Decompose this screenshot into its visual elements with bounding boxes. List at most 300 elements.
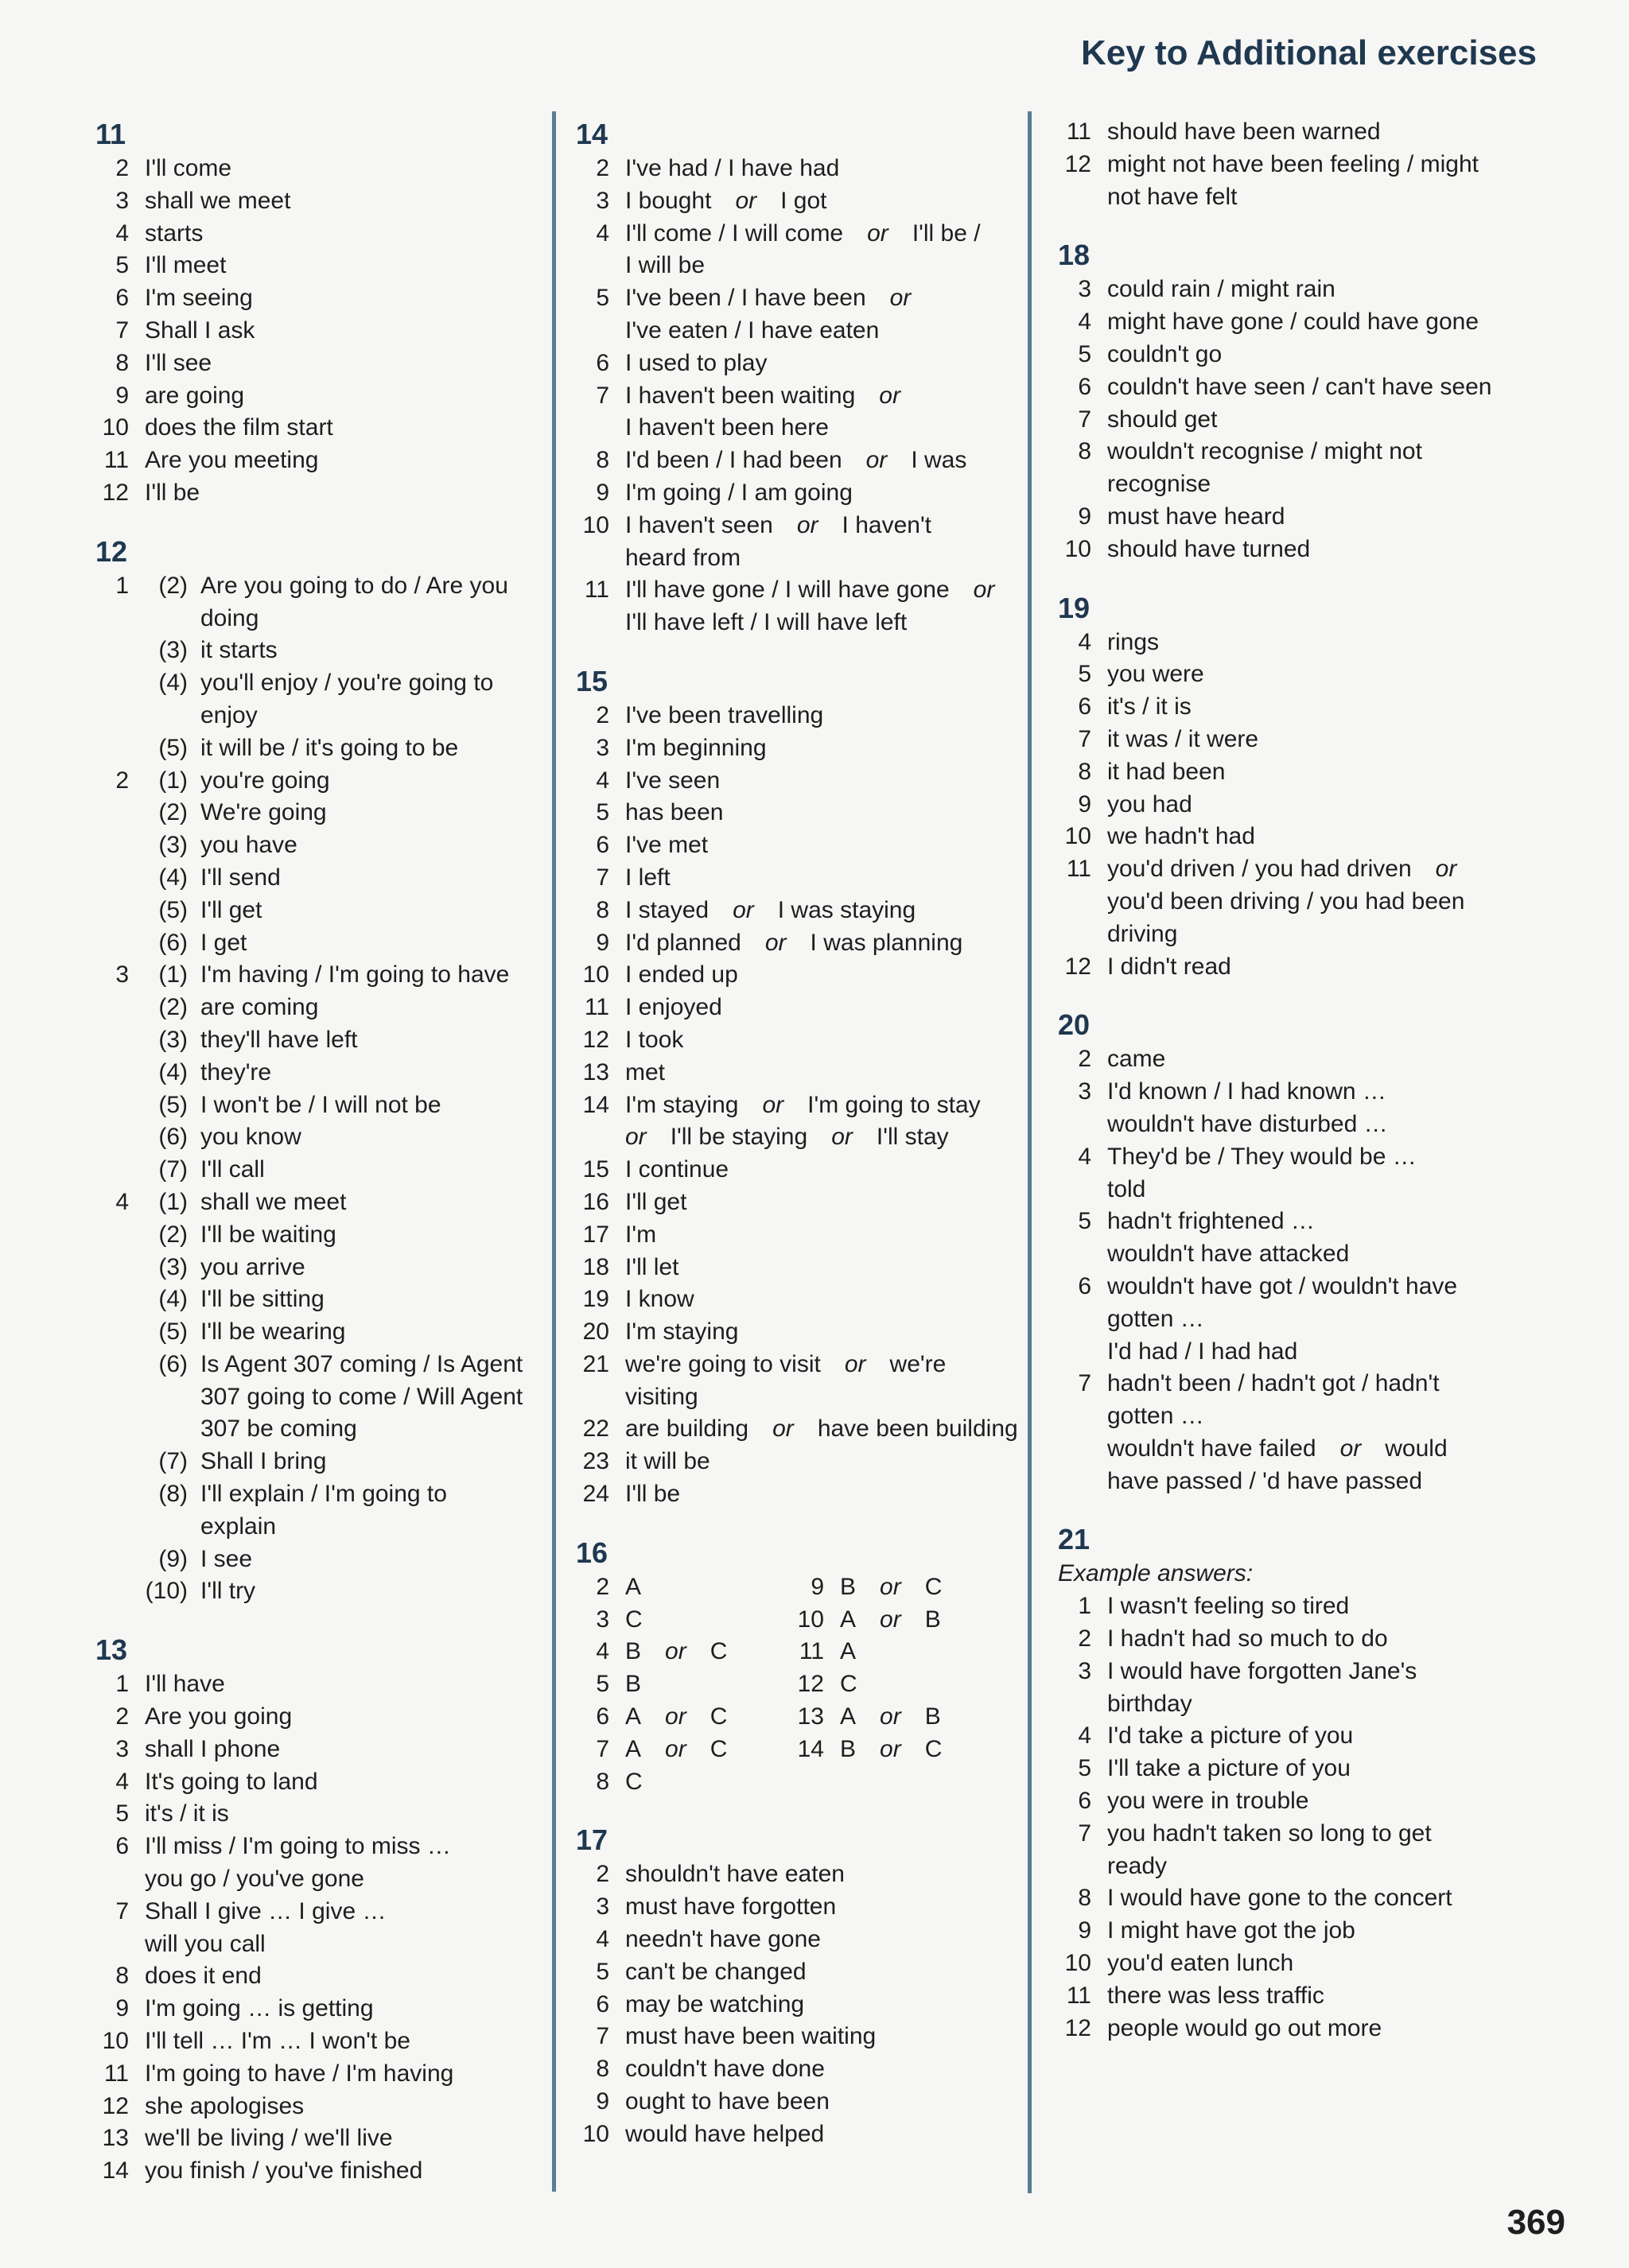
answer	[200, 927, 247, 960]
answer-text: you'd driven / you had driven	[1107, 856, 1412, 883]
answer	[1107, 1753, 1351, 1785]
answer-line	[1058, 1400, 1567, 1433]
or-word: or	[865, 447, 888, 474]
answer-line	[95, 218, 541, 250]
answer	[1107, 1915, 1355, 1948]
answer-text: I won't be / I will not be	[200, 1091, 441, 1118]
answer-text: I'll be waiting	[200, 1221, 336, 1248]
item-number: 14	[797, 1735, 824, 1762]
answer-line	[95, 282, 541, 315]
or-word: or	[625, 1124, 647, 1151]
answer	[625, 218, 981, 250]
answer-line	[576, 895, 1021, 927]
answer-text: it was / it were	[1107, 725, 1259, 752]
answer	[625, 1734, 727, 1766]
item-number: 6	[1078, 1788, 1091, 1815]
answer-text: I might have got the job	[1107, 1917, 1355, 1944]
answer	[1107, 1174, 1145, 1206]
answer-text: we hadn't had	[1107, 823, 1255, 850]
answer	[145, 2155, 422, 2188]
answer-line	[1058, 1141, 1567, 1174]
answer-text: wouldn't have got / wouldn't have	[1107, 1272, 1458, 1299]
item-number: 5	[596, 1958, 609, 1985]
answer-line	[576, 927, 1021, 960]
item-number: 4	[115, 219, 129, 247]
answer	[145, 153, 231, 185]
item-number: 8	[596, 447, 609, 474]
answer	[625, 2086, 830, 2118]
answer-text: we're	[889, 1350, 947, 1377]
answer	[1107, 306, 1479, 339]
answer-line	[576, 1989, 1021, 2021]
answer-text: couldn't have done	[625, 2056, 825, 2083]
answer-line	[576, 1604, 783, 1637]
or-word: or	[1435, 856, 1457, 883]
or-word: or	[764, 929, 787, 956]
answer	[625, 765, 720, 798]
exercise-block	[95, 116, 541, 510]
exercise-number: 17	[576, 1823, 608, 1857]
answer-text: you were in trouble	[1107, 1788, 1309, 1815]
item-number: 3	[115, 187, 129, 214]
answer-line	[576, 1956, 1021, 1989]
answer-line	[95, 1154, 541, 1186]
answer-line	[576, 1858, 1021, 1891]
item-number: 3	[115, 961, 129, 988]
answer	[1107, 181, 1237, 214]
item-number: 8	[596, 1768, 609, 1795]
answer-line	[95, 1057, 541, 1089]
answer	[1107, 1851, 1167, 1883]
answer-text: hadn't frightened …	[1107, 1208, 1315, 1235]
answer	[145, 1668, 225, 1701]
answer-text: visiting	[625, 1383, 698, 1410]
item-number: 10	[582, 961, 609, 988]
item-number: 9	[596, 479, 609, 506]
exercise-block	[1058, 237, 1567, 565]
answer-line	[576, 1219, 1021, 1252]
answer-text: it had been	[1107, 758, 1226, 785]
item-number: 9	[115, 1995, 129, 2022]
answer	[625, 2053, 825, 2086]
answer-line	[576, 1734, 783, 1766]
answer-text: have been building	[817, 1416, 1018, 1443]
answer-text: I'll see	[145, 349, 212, 376]
answer-text: I'm seeing	[145, 285, 253, 312]
answer-text: doing	[200, 604, 259, 631]
answer-line	[95, 1734, 541, 1766]
answer-line	[576, 732, 1021, 765]
answer-line	[576, 1701, 783, 1734]
answer	[200, 1413, 357, 1446]
answer-line	[576, 1284, 1021, 1316]
answer	[145, 2025, 410, 2058]
answer-line	[95, 380, 541, 413]
item-number: 4	[1078, 628, 1091, 655]
item-number: 6	[596, 1703, 609, 1730]
item-number: 16	[582, 1188, 609, 1215]
answer-text: A	[625, 1573, 642, 1600]
item-number: 22	[582, 1416, 609, 1443]
item-number: 9	[811, 1573, 824, 1600]
answer-text: I'm staying	[625, 1318, 739, 1346]
item-number: 14	[102, 2157, 129, 2185]
or-word: or	[867, 219, 888, 247]
answer	[840, 1571, 942, 1604]
exercise-block	[1058, 116, 1567, 213]
answer-text: are coming	[200, 994, 319, 1021]
answer	[1107, 1433, 1448, 1466]
answer-line	[95, 862, 541, 895]
answer-line	[576, 574, 1021, 607]
answer-line	[95, 315, 541, 348]
sub-item-number: (10)	[145, 1578, 188, 1605]
answer	[145, 2122, 393, 2155]
answer	[840, 1734, 942, 1766]
answer	[145, 412, 333, 445]
answer-text: you have	[200, 832, 297, 859]
answer-text: recognise	[1107, 471, 1211, 498]
answer	[625, 1571, 641, 1604]
or-word: or	[665, 1735, 686, 1762]
answer	[625, 2021, 876, 2053]
answer-text: A	[625, 1735, 642, 1762]
answer-text: I continue	[625, 1156, 729, 1183]
item-number: 2	[596, 155, 609, 181]
answer	[145, 1831, 451, 1863]
answer-line	[576, 1316, 1021, 1349]
answer	[1107, 918, 1177, 951]
answer	[625, 1891, 836, 1924]
answer-line	[1058, 1433, 1567, 1466]
answer	[625, 1024, 683, 1057]
item-number: 5	[1078, 661, 1091, 688]
answer-text: wouldn't have disturbed …	[1107, 1110, 1388, 1137]
answer-text: you were	[1107, 661, 1204, 688]
item-number: 19	[582, 1286, 609, 1313]
answer	[1107, 1882, 1452, 1915]
answer-line	[95, 1381, 541, 1414]
answer	[1107, 1271, 1457, 1303]
item-number: 15	[582, 1156, 609, 1183]
answer	[200, 1186, 346, 1219]
answer	[1107, 501, 1285, 534]
item-number: 10	[102, 414, 129, 441]
answer-line	[95, 1089, 541, 1122]
answer	[200, 570, 508, 603]
item-number: 5	[1078, 1755, 1091, 1782]
answer-text: must have heard	[1107, 503, 1285, 530]
item-number: 4	[596, 219, 609, 247]
answer-line	[1058, 1303, 1567, 1336]
answer-line	[1058, 1076, 1567, 1109]
item-number: 10	[582, 511, 609, 538]
item-number: 6	[115, 285, 129, 312]
or-word: or	[880, 1735, 901, 1762]
or-word: or	[889, 285, 912, 312]
item-number: 7	[1078, 725, 1091, 752]
answer	[625, 1381, 698, 1414]
answer-text: should get	[1107, 406, 1218, 433]
sub-item-number: (3)	[158, 1026, 188, 1053]
answer-line	[1058, 627, 1567, 659]
exercise-number: 16	[576, 1536, 608, 1569]
answer-text: she apologises	[145, 2092, 305, 2119]
answer-line	[95, 1863, 541, 1896]
answer	[625, 1446, 710, 1478]
sub-item-number: (4)	[158, 1058, 188, 1085]
sub-item-number: (4)	[158, 670, 188, 697]
answer	[200, 959, 509, 992]
item-number: 10	[1064, 535, 1091, 562]
answer-text: B	[625, 1638, 642, 1665]
answer-line	[95, 1024, 541, 1057]
or-word: or	[879, 382, 900, 409]
answer	[1107, 951, 1231, 984]
answer-text: you know	[200, 1124, 301, 1151]
answer-text: I've been / I have been	[625, 285, 866, 312]
answer-text: rings	[1107, 628, 1160, 655]
answer-line	[576, 1478, 1021, 1511]
exercise-block	[95, 534, 541, 1609]
answer-text: you'd been driving / you had been	[1107, 887, 1465, 915]
answer-line	[1058, 1818, 1567, 1851]
answer	[1107, 274, 1335, 306]
answer	[200, 1252, 305, 1284]
answer-line	[95, 635, 541, 667]
answer-line	[576, 2086, 1021, 2118]
answer-line	[1058, 1785, 1567, 1818]
answer	[145, 250, 226, 282]
answer-line	[1058, 404, 1567, 437]
answer-text: Are you meeting	[145, 447, 319, 474]
item-number: 4	[115, 1188, 129, 1215]
item-number: 4	[596, 1638, 609, 1665]
answer-line	[95, 1413, 541, 1446]
answer	[625, 829, 708, 862]
answer	[625, 1989, 804, 2021]
sub-item-number: (6)	[158, 1350, 188, 1377]
answer-line	[1058, 149, 1567, 181]
answer-text: C	[924, 1573, 943, 1600]
answer	[200, 1511, 276, 1544]
answer-line	[576, 153, 1021, 185]
answer-grid-column	[576, 1571, 783, 1799]
answer-line	[95, 412, 541, 445]
answer	[1107, 1368, 1440, 1400]
answer-text: we're going to visit	[625, 1350, 821, 1377]
answer	[625, 927, 962, 960]
answer	[1107, 1206, 1315, 1238]
item-number: 11	[103, 447, 129, 474]
item-number: 2	[596, 701, 609, 728]
item-number: 6	[1078, 693, 1091, 720]
answer-line	[576, 2021, 1021, 2053]
answer	[200, 895, 262, 927]
answer-text: may be watching	[625, 1990, 805, 2018]
answer	[145, 445, 318, 477]
answer-text: I'm going … is getting	[145, 1995, 374, 2022]
answer-text: I haven't	[842, 511, 932, 538]
answer-line	[576, 700, 1021, 732]
answer-text: needn't have gone	[625, 1926, 821, 1953]
item-number: 8	[115, 349, 129, 376]
answer-text: I'd take a picture of you	[1107, 1722, 1354, 1750]
item-number: 2	[115, 767, 129, 794]
item-number: 2	[596, 1573, 609, 1600]
answer-text: I'll try	[200, 1578, 256, 1605]
answer-text: people would go out more	[1107, 2014, 1382, 2041]
answer-line	[1058, 821, 1567, 853]
answer-text: Are you going	[145, 1703, 293, 1730]
answer	[1107, 1720, 1353, 1753]
answer	[200, 1478, 447, 1511]
answer-text: I get	[200, 929, 247, 956]
answer-line	[95, 765, 541, 798]
answer-line	[1058, 1174, 1567, 1206]
answer	[1107, 1785, 1308, 1818]
answer-line	[95, 700, 541, 732]
answer	[625, 1766, 643, 1799]
answer	[1107, 1076, 1386, 1109]
answer-text: told	[1107, 1175, 1146, 1202]
answer	[1107, 404, 1217, 437]
answer	[200, 765, 330, 798]
item-number: 10	[102, 2028, 129, 2055]
answer-text: C	[710, 1638, 728, 1665]
answer	[840, 1701, 941, 1734]
answer	[625, 992, 722, 1024]
answer-text: couldn't have seen / can't have seen	[1107, 373, 1492, 400]
answer-text: I'll let	[625, 1253, 679, 1280]
item-number: 9	[115, 382, 129, 409]
answer-line	[1058, 371, 1567, 404]
answer-text: can't be changed	[625, 1958, 807, 1985]
answer	[625, 1478, 680, 1511]
answer	[145, 1863, 364, 1896]
answer	[625, 732, 767, 765]
answer-line	[576, 607, 1021, 639]
answer-text: I've had / I have had	[625, 155, 840, 181]
answer-text: would have helped	[625, 2120, 825, 2147]
item-number: 9	[1078, 790, 1091, 817]
answer-text: you go / you've gone	[145, 1866, 364, 1893]
answer-text: I would have forgotten Jane's	[1107, 1657, 1417, 1684]
item-number: 8	[1078, 438, 1091, 465]
answer	[625, 1636, 727, 1668]
item-number: 1	[1078, 1593, 1091, 1620]
answer-text: C	[840, 1671, 857, 1698]
answer-text: I wasn't feeling so tired	[1107, 1593, 1350, 1620]
answer-line	[95, 477, 541, 510]
answer-text: I left	[625, 864, 671, 891]
answer-line	[95, 1668, 541, 1701]
answer-line	[576, 282, 1021, 315]
page-title: Key to Additional exercises	[1080, 33, 1537, 72]
answer	[145, 348, 212, 380]
answer	[1107, 1688, 1192, 1721]
answer	[625, 1186, 686, 1219]
answer-line	[1058, 1238, 1567, 1271]
or-word: or	[880, 1606, 901, 1633]
item-number: 9	[596, 929, 609, 956]
answer-text: I was staying	[777, 896, 916, 923]
answer	[1107, 886, 1464, 918]
answer-text: 307 going to come / Will Agent	[200, 1383, 523, 1410]
exercise-number: 11	[95, 118, 126, 150]
answer-line	[95, 992, 541, 1024]
answer-text: B	[625, 1671, 642, 1698]
answer-line	[576, 1413, 1021, 1446]
answer	[1107, 724, 1258, 756]
answer-line	[1058, 1915, 1567, 1948]
sub-item-number: (4)	[158, 864, 188, 891]
item-number: 12	[102, 2092, 129, 2119]
answer-line	[1058, 1271, 1567, 1303]
exercise-number: 18	[1058, 239, 1091, 272]
answer-line	[95, 1349, 541, 1381]
or-word: or	[844, 1350, 866, 1377]
answer-text: I ended up	[625, 961, 738, 988]
answer-text: wouldn't have failed	[1107, 1435, 1316, 1462]
sub-item-number: (5)	[158, 734, 188, 761]
item-number: 11	[103, 2060, 129, 2087]
answer	[200, 1284, 325, 1316]
answer-text: B	[840, 1573, 857, 1600]
answer-line	[95, 1186, 541, 1219]
answer-text: you're going	[200, 767, 330, 794]
answer-line	[95, 829, 541, 862]
answer-line	[1058, 116, 1567, 149]
answer	[625, 1956, 807, 1989]
sub-item-number: (5)	[158, 1318, 188, 1346]
answer-line	[1058, 1206, 1567, 1238]
answer-text: you'd eaten lunch	[1107, 1950, 1294, 1977]
answer-line	[95, 959, 541, 992]
answer-line	[576, 1186, 1021, 1219]
answer-text: I'll miss / I'm going to miss …	[145, 1833, 451, 1860]
answer-line	[576, 1252, 1021, 1284]
answer-text: you hadn't taken so long to get	[1107, 1819, 1432, 1847]
answer	[200, 1089, 441, 1122]
answer-text: Shall I bring	[200, 1448, 327, 1475]
answer-text: I'll come / I will come	[625, 219, 844, 247]
answer-text: they're	[200, 1058, 272, 1085]
item-number: 23	[582, 1448, 609, 1475]
sub-item-number: (2)	[158, 572, 188, 599]
answer-text: does the film start	[145, 414, 333, 441]
or-word: or	[665, 1703, 686, 1730]
answer-line	[576, 1154, 1021, 1186]
answer-line	[95, 250, 541, 282]
item-number: 2	[596, 1861, 609, 1888]
answer	[625, 412, 829, 445]
answer-line	[1058, 339, 1567, 371]
answer	[1107, 1141, 1417, 1174]
item-number: 4	[1078, 1722, 1091, 1750]
answer-line	[95, 153, 541, 185]
answer	[625, 797, 723, 829]
answer-text: heard from	[625, 544, 741, 571]
answer-text: not have felt	[1107, 183, 1238, 210]
item-number: 3	[1078, 1078, 1091, 1105]
answer-text: shouldn't have eaten	[625, 1861, 845, 1888]
answer	[840, 1604, 941, 1637]
item-number: 7	[115, 1897, 129, 1924]
answer-text: I'm going to stay	[807, 1091, 981, 1118]
answer-text: you had	[1107, 790, 1192, 817]
answer-line	[1058, 853, 1567, 886]
